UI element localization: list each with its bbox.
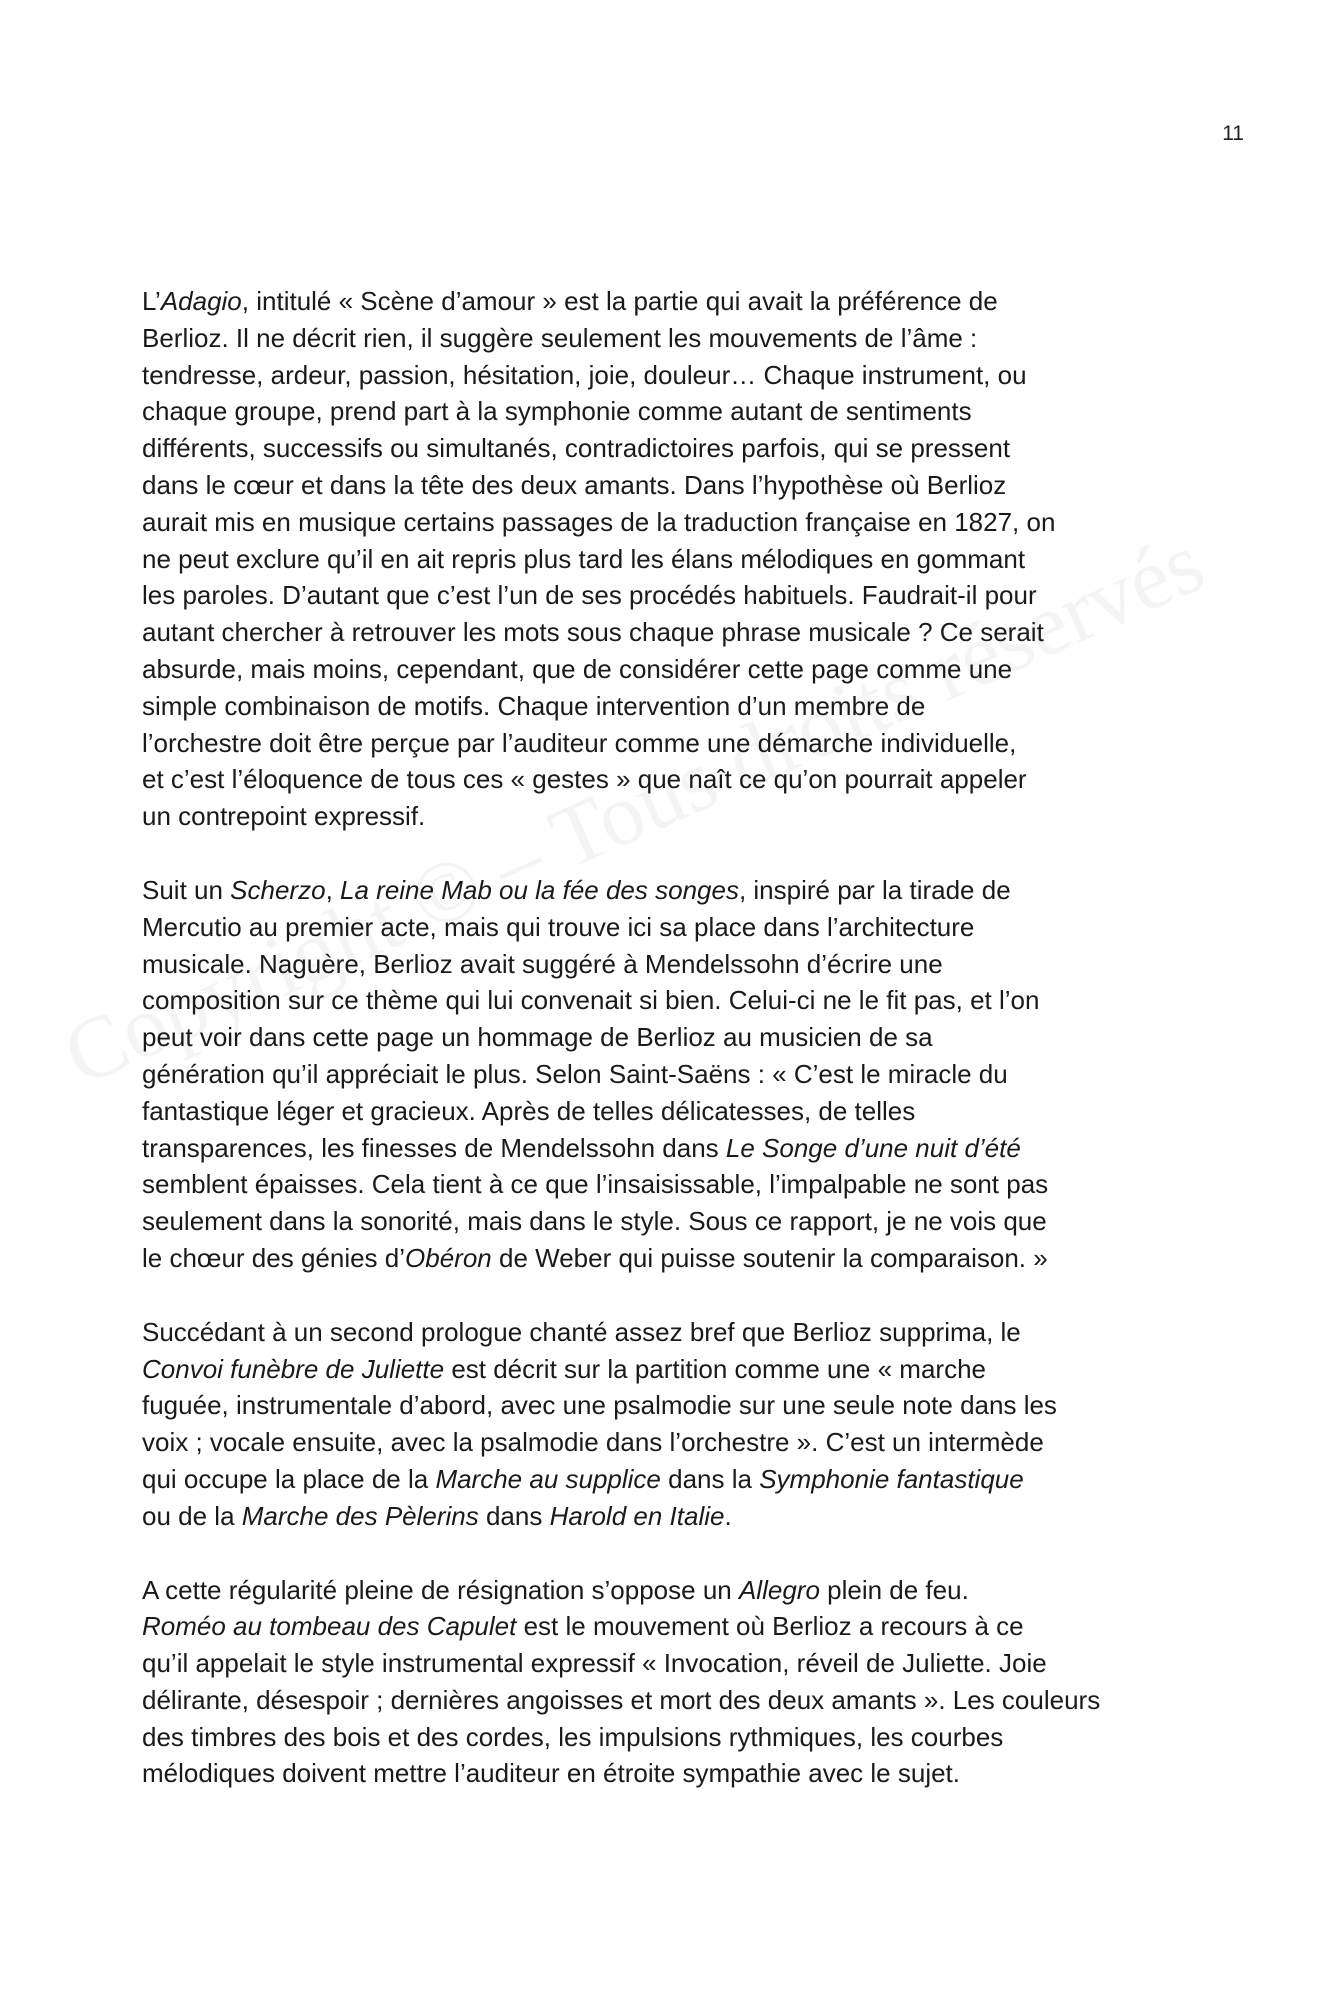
text-run: un contrepoint expressif.	[142, 801, 426, 832]
text-run: des timbres des bois et des cordes, les impulsions rythmiques, les courbes	[142, 1721, 1004, 1752]
italic-title: Scherzo	[230, 874, 326, 905]
paragraph-convoi-funebre	[142, 1314, 1202, 1535]
text-run: le chœur des génies d’	[142, 1242, 406, 1273]
text-run: , inspiré par la tirade de	[738, 874, 1011, 905]
text-run: l’orchestre doit être perçue par l’auditeur comme une démarche individuelle,	[142, 727, 1017, 758]
text-run: semblent épaisses. Cela tient à ce que l’insaisissable, l’impalpable ne sont pas	[142, 1169, 1049, 1200]
paragraph-adagio	[142, 283, 1202, 835]
text-line	[142, 651, 1202, 688]
text-run: génération qu’il appréciait le plus. Selon Saint-Saëns : « C’est le miracle du	[142, 1058, 1008, 1089]
text-line	[142, 1093, 1202, 1130]
text-line	[142, 1166, 1202, 1203]
text-line	[142, 1608, 1202, 1645]
text-line	[142, 283, 1202, 320]
text-line	[142, 541, 1202, 578]
text-run: peut voir dans cette page un hommage de Berlioz au musicien de sa	[142, 1022, 933, 1053]
text-line	[142, 1755, 1202, 1792]
italic-title: Adagio	[160, 286, 242, 316]
text-run: , intitulé « Scène d’amour » est la partie qui avait la préférence de	[241, 286, 998, 316]
italic-title: Marche des Pèlerins	[241, 1500, 479, 1531]
text-run: voix ; vocale ensuite, avec la psalmodie dans l’orchestre ». C’est un intermède	[142, 1427, 1044, 1458]
text-run: seulement dans la sonorité, mais dans le style. Sous ce rapport, je ne vois que	[142, 1206, 1047, 1237]
text-line	[142, 982, 1202, 1019]
text-line	[142, 1387, 1202, 1424]
text-line	[142, 725, 1202, 762]
text-line	[142, 1682, 1202, 1719]
text-run: dans	[478, 1500, 550, 1531]
text-run: les paroles. D’autant que c’est l’un de ses procédés habituels. Faudrait-il pour	[142, 580, 1037, 611]
text-run: Berlioz. Il ne décrit rien, il suggère seulement les mouvements de l’âme :	[142, 322, 978, 353]
italic-title: Convoi funèbre de Juliette	[142, 1353, 445, 1384]
text-run: Mercutio au premier acte, mais qui trouve ici sa place dans l’architecture	[142, 911, 975, 942]
text-run: chaque groupe, prend part à la symphonie comme autant de sentiments	[142, 396, 972, 427]
text-run: dans la	[660, 1463, 760, 1494]
text-run: mélodiques doivent mettre l’auditeur en étroite sympathie avec le sujet.	[142, 1758, 960, 1789]
text-run: est le mouvement où Berlioz a recours à ce	[516, 1611, 1024, 1642]
text-run: transparences, les finesses de Mendelssohn dans	[142, 1132, 726, 1163]
text-line	[142, 393, 1202, 430]
text-run: L’	[142, 286, 161, 316]
text-run: ne peut exclure qu’il en ait repris plus tard les élans mélodiques en gommant	[142, 543, 1026, 574]
italic-title: Symphonie fantastique	[759, 1463, 1024, 1494]
text-line	[142, 614, 1202, 651]
text-line	[142, 467, 1202, 504]
text-line	[142, 1645, 1202, 1682]
italic-title: Marche au supplice	[435, 1463, 661, 1494]
text-run: ou de la	[142, 1500, 242, 1531]
text-line	[142, 872, 1202, 909]
text-run: Succédant à un second prologue chanté assez bref que Berlioz supprima, le	[142, 1316, 1021, 1347]
text-run: composition sur ce thème qui lui convenait si bien. Celui-ci ne le fit pas, et l’on	[142, 985, 1040, 1016]
italic-title: Obéron	[405, 1242, 492, 1273]
text-line	[142, 1130, 1202, 1167]
page-number: 11	[1222, 122, 1244, 145]
text-line	[142, 430, 1202, 467]
text-line	[142, 946, 1202, 983]
text-run: absurde, mais moins, cependant, que de considérer cette page comme une	[142, 653, 1013, 684]
text-run: qu’il appelait le style instrumental expressif « Invocation, réveil de Juliette. Joie	[142, 1648, 1047, 1679]
text-run: simple combinaison de motifs. Chaque intervention d’un membre de	[142, 690, 926, 721]
text-line	[142, 1240, 1202, 1277]
italic-title: Le Songe d’une nuit d’été	[725, 1132, 1021, 1163]
text-line	[142, 909, 1202, 946]
text-run: différents, successifs ou simultanés, contradictoires parfois, qui se pressent	[142, 433, 1011, 464]
text-run: .	[724, 1500, 732, 1531]
text-line	[142, 761, 1202, 798]
text-line	[142, 320, 1202, 357]
text-line	[142, 1498, 1202, 1535]
text-line	[142, 688, 1202, 725]
text-run: musicale. Naguère, Berlioz avait suggéré à Mendelssohn d’écrire une	[142, 948, 943, 979]
text-line	[142, 1314, 1202, 1351]
text-run: fuguée, instrumentale d’abord, avec une psalmodie sur une seule note dans les	[142, 1390, 1057, 1421]
text-run: et c’est l’éloquence de tous ces « gestes » que naît ce qu’on pourrait appeler	[142, 764, 1027, 795]
text-line	[142, 1056, 1202, 1093]
text-line	[142, 798, 1202, 835]
text-run: aurait mis en musique certains passages de la traduction française en 1827, on	[142, 506, 1056, 537]
text-line	[142, 1572, 1202, 1609]
text-line	[142, 1351, 1202, 1388]
text-run: Suit un	[142, 874, 231, 905]
italic-title: Roméo au tombeau des Capulet	[142, 1611, 517, 1642]
text-line	[142, 1424, 1202, 1461]
text-line	[142, 1019, 1202, 1056]
text-line	[142, 357, 1202, 394]
text-run: fantastique léger et gracieux. Après de telles délicatesses, de telles	[142, 1095, 916, 1126]
text-run: est décrit sur la partition comme une « marche	[444, 1353, 986, 1384]
paragraph-allegro	[142, 1572, 1202, 1793]
paragraph-scherzo	[142, 872, 1202, 1277]
italic-title: Harold en Italie	[549, 1500, 725, 1531]
text-run: ,	[325, 874, 341, 905]
text-run: de Weber qui puisse soutenir la comparaison. »	[491, 1242, 1048, 1273]
text-line	[142, 504, 1202, 541]
text-line	[142, 1203, 1202, 1240]
text-line	[142, 577, 1202, 614]
text-run: tendresse, ardeur, passion, hésitation, joie, douleur… Chaque instrument, ou	[142, 359, 1027, 390]
text-run: autant chercher à retrouver les mots sous chaque phrase musicale ? Ce serait	[142, 617, 1044, 648]
document-body	[142, 283, 1202, 1829]
text-run: plein de feu.	[819, 1574, 969, 1605]
text-run: délirante, désespoir ; dernières angoisses et mort des deux amants ». Les couleurs	[142, 1684, 1101, 1715]
text-line	[142, 1461, 1202, 1498]
italic-title: La reine Mab ou la fée des songes	[340, 874, 739, 905]
text-line	[142, 1719, 1202, 1756]
text-run: dans le cœur et dans la tête des deux amants. Dans l’hypothèse où Berlioz	[142, 469, 1007, 500]
text-run: A cette régularité pleine de résignation s’oppose un	[142, 1574, 739, 1605]
text-run: qui occupe la place de la	[142, 1463, 436, 1494]
italic-title: Allegro	[738, 1574, 820, 1605]
